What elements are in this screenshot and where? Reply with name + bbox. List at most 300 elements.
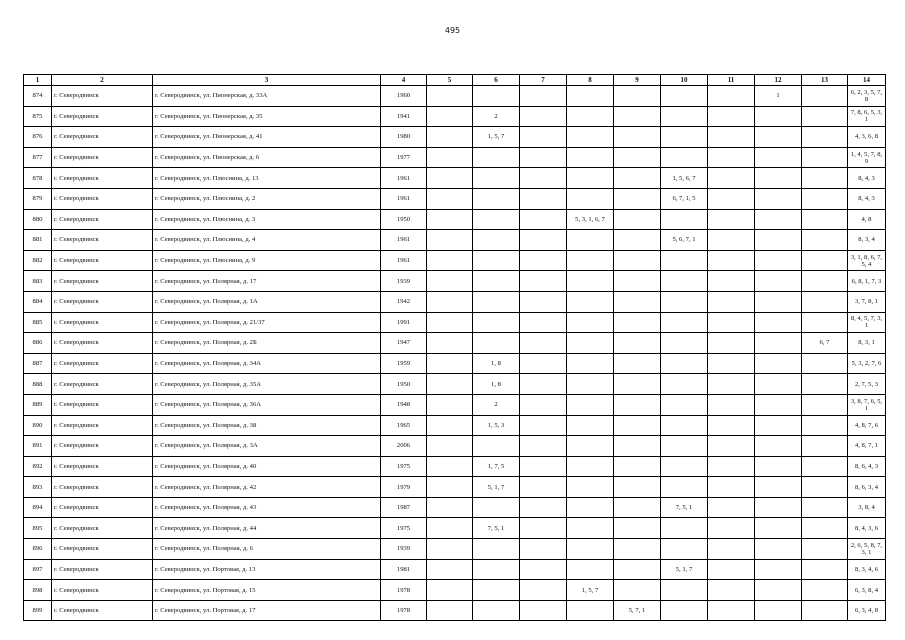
column-header: 12 xyxy=(755,75,802,86)
table-cell: г. Северодвинск, ул. Полярная, д. 21/37 xyxy=(153,312,381,333)
table-cell: г. Северодвинск xyxy=(52,271,153,292)
table-cell xyxy=(614,477,661,498)
table-cell xyxy=(427,333,473,354)
table-cell xyxy=(661,580,708,601)
table-cell: г. Северодвинск, ул. Плюснина, д. 9 xyxy=(153,250,381,271)
table-cell: 899 xyxy=(24,600,52,621)
table-cell xyxy=(614,580,661,601)
column-header: 4 xyxy=(381,75,427,86)
table-cell xyxy=(520,477,567,498)
table-cell xyxy=(755,436,802,457)
table-row xyxy=(24,477,886,498)
table-cell xyxy=(567,600,614,621)
table-cell xyxy=(567,86,614,107)
table-cell xyxy=(708,477,755,498)
table-cell xyxy=(802,600,848,621)
table-row xyxy=(24,580,886,601)
table-cell: 875 xyxy=(24,106,52,127)
table-cell: 6, 7, 1, 5 xyxy=(661,188,708,209)
table-cell: 7, 8, 6, 5, 3, 1 xyxy=(848,106,886,127)
table-cell xyxy=(427,559,473,580)
table-cell: г. Северодвинск xyxy=(52,580,153,601)
table-cell: 8, 4, 3 xyxy=(848,168,886,189)
table-cell: г. Северодвинск, ул. Полярная, д. 43 xyxy=(153,497,381,518)
table-cell: г. Северодвинск, ул. Полярная, д. 35А xyxy=(153,374,381,395)
table-cell: г. Северодвинск, ул. Плюснина, д. 13 xyxy=(153,168,381,189)
column-header: 9 xyxy=(614,75,661,86)
table-cell: 1961 xyxy=(381,168,427,189)
table-cell: 1961 xyxy=(381,230,427,251)
table-cell: 6, 8, 1, 7, 3 xyxy=(848,271,886,292)
table-cell xyxy=(520,333,567,354)
table-cell: 891 xyxy=(24,436,52,457)
table-cell xyxy=(614,374,661,395)
table-cell xyxy=(802,188,848,209)
table-cell xyxy=(520,497,567,518)
table-cell: г. Северодвинск, ул. Портовая, д. 13 xyxy=(153,559,381,580)
column-header: 3 xyxy=(153,75,381,86)
table-cell xyxy=(520,539,567,560)
table-cell xyxy=(708,436,755,457)
table-cell: 1, 8 xyxy=(473,374,520,395)
table-cell xyxy=(802,559,848,580)
table-cell: 5, 3, 2, 7, 6 xyxy=(848,353,886,374)
table-cell: 1960 xyxy=(381,86,427,107)
table-cell xyxy=(802,580,848,601)
table-cell: г. Северодвинск xyxy=(52,230,153,251)
table-cell xyxy=(473,168,520,189)
table-cell xyxy=(520,127,567,148)
table-cell xyxy=(427,436,473,457)
table-header-row xyxy=(24,75,886,86)
table-cell xyxy=(708,518,755,539)
table-cell xyxy=(708,312,755,333)
table-row xyxy=(24,353,886,374)
table-cell xyxy=(473,559,520,580)
table-cell: г. Северодвинск, ул. Пионерская, д. 35 xyxy=(153,106,381,127)
table-cell: г. Северодвинск, ул. Портовая, д. 17 xyxy=(153,600,381,621)
table-cell xyxy=(708,333,755,354)
table-cell xyxy=(427,188,473,209)
table-cell xyxy=(708,497,755,518)
table-cell: 1948 xyxy=(381,394,427,415)
table-cell: г. Северодвинск xyxy=(52,188,153,209)
table-cell: 1950 xyxy=(381,374,427,395)
table-cell: 1977 xyxy=(381,147,427,168)
table-cell xyxy=(802,436,848,457)
column-header: 1 xyxy=(24,75,52,86)
table-row xyxy=(24,497,886,518)
table-cell xyxy=(614,518,661,539)
table-cell xyxy=(755,580,802,601)
table-cell: г. Северодвинск xyxy=(52,209,153,230)
table-cell xyxy=(802,312,848,333)
table-cell xyxy=(755,353,802,374)
table-cell: 2 xyxy=(473,106,520,127)
table-cell xyxy=(755,518,802,539)
table-cell: 8, 6, 3, 4 xyxy=(848,477,886,498)
table-cell xyxy=(520,394,567,415)
table-cell xyxy=(802,497,848,518)
column-header: 5 xyxy=(427,75,473,86)
table-cell xyxy=(661,86,708,107)
table-cell: г. Северодвинск xyxy=(52,559,153,580)
table-cell: г. Северодвинск, ул. Полярная, д. 34А xyxy=(153,353,381,374)
table-cell: 8, 4, 3 xyxy=(848,188,886,209)
table-cell: 1961 xyxy=(381,250,427,271)
table-cell xyxy=(427,250,473,271)
table-row xyxy=(24,539,886,560)
table-cell xyxy=(802,394,848,415)
table-cell xyxy=(567,147,614,168)
table-cell xyxy=(567,312,614,333)
table-cell: г. Северодвинск, ул. Полярная, д. 2Б xyxy=(153,333,381,354)
table-cell xyxy=(802,106,848,127)
table-cell xyxy=(708,86,755,107)
table-row xyxy=(24,188,886,209)
table-cell: г. Северодвинск xyxy=(52,250,153,271)
table-cell xyxy=(520,580,567,601)
table-cell: 1987 xyxy=(381,497,427,518)
table-cell: 885 xyxy=(24,312,52,333)
table-cell xyxy=(567,106,614,127)
table-cell xyxy=(473,333,520,354)
table-cell xyxy=(661,209,708,230)
table-cell: 890 xyxy=(24,415,52,436)
table-cell xyxy=(567,168,614,189)
table-cell xyxy=(755,374,802,395)
table-cell: 4, 8 xyxy=(848,209,886,230)
table-cell xyxy=(520,147,567,168)
table-cell xyxy=(755,415,802,436)
table-cell xyxy=(661,456,708,477)
table-cell xyxy=(520,312,567,333)
table-cell xyxy=(661,127,708,148)
page-number: 495 xyxy=(444,26,461,35)
table-cell xyxy=(708,394,755,415)
table-cell: г. Северодвинск xyxy=(52,497,153,518)
table-cell: г. Северодвинск, ул. Полярная, д. 3А xyxy=(153,436,381,457)
table-cell xyxy=(520,250,567,271)
table-cell: 1978 xyxy=(381,580,427,601)
column-header: 7 xyxy=(520,75,567,86)
table-row xyxy=(24,600,886,621)
table-cell: 8, 3, 1 xyxy=(848,333,886,354)
table-cell: 5, 7, 1 xyxy=(614,600,661,621)
table-cell xyxy=(614,188,661,209)
table-cell xyxy=(567,333,614,354)
table-cell: г. Северодвинск, ул. Плюснина, д. 3 xyxy=(153,209,381,230)
table-cell: 3, 1, 8, 6, 7, 5, 4 xyxy=(848,250,886,271)
table-cell xyxy=(802,209,848,230)
table-cell xyxy=(755,312,802,333)
table-cell xyxy=(614,436,661,457)
table-cell: 5, 1, 7 xyxy=(661,559,708,580)
table-cell xyxy=(802,477,848,498)
table-cell: г. Северодвинск xyxy=(52,394,153,415)
table-cell: 1, 5, 3 xyxy=(473,415,520,436)
table-cell xyxy=(567,353,614,374)
table-cell: г. Северодвинск, ул. Полярная, д. 42 xyxy=(153,477,381,498)
table-cell: 1, 4, 5, 7, 8, 9 xyxy=(848,147,886,168)
table-cell xyxy=(520,436,567,457)
table-cell xyxy=(473,209,520,230)
table-cell xyxy=(708,580,755,601)
table-cell: 880 xyxy=(24,209,52,230)
table-cell: 888 xyxy=(24,374,52,395)
table-cell xyxy=(614,559,661,580)
table-cell: 8, 3, 4 xyxy=(848,230,886,251)
table-cell xyxy=(427,291,473,312)
table-cell xyxy=(708,147,755,168)
table-cell: г. Северодвинск xyxy=(52,168,153,189)
table-cell xyxy=(802,456,848,477)
table-cell xyxy=(708,374,755,395)
table-cell: 1, 8 xyxy=(473,353,520,374)
table-cell: г. Северодвинск, ул. Пионерская, д. 6 xyxy=(153,147,381,168)
register-table xyxy=(23,74,886,621)
table-cell xyxy=(755,271,802,292)
table-cell xyxy=(520,209,567,230)
table-cell xyxy=(802,415,848,436)
table-cell xyxy=(473,580,520,601)
table-cell xyxy=(802,147,848,168)
table-cell: 1939 xyxy=(381,539,427,560)
table-cell: 1991 xyxy=(381,312,427,333)
table-cell xyxy=(520,291,567,312)
table-cell xyxy=(802,127,848,148)
table-cell xyxy=(755,291,802,312)
table-cell: 882 xyxy=(24,250,52,271)
table-cell xyxy=(427,415,473,436)
column-header: 11 xyxy=(708,75,755,86)
table-cell xyxy=(661,353,708,374)
table-cell xyxy=(427,230,473,251)
table-cell xyxy=(802,539,848,560)
table-row xyxy=(24,312,886,333)
table-cell: г. Северодвинск, ул. Пионерская, д. 41 xyxy=(153,127,381,148)
table-cell: 878 xyxy=(24,168,52,189)
table-cell xyxy=(614,497,661,518)
table-cell: 3, 8, 7, 6, 5, 1 xyxy=(848,394,886,415)
table-cell xyxy=(567,127,614,148)
table-cell xyxy=(755,106,802,127)
table-cell xyxy=(661,250,708,271)
table-cell xyxy=(755,456,802,477)
table-cell: 874 xyxy=(24,86,52,107)
table-cell xyxy=(802,86,848,107)
table-cell: г. Северодвинск xyxy=(52,600,153,621)
table-cell xyxy=(427,86,473,107)
table-cell xyxy=(708,209,755,230)
table-cell: 7, 5, 1 xyxy=(473,518,520,539)
table-cell xyxy=(427,168,473,189)
table-cell xyxy=(614,333,661,354)
table-row xyxy=(24,230,886,251)
table-cell xyxy=(520,106,567,127)
table-cell: 876 xyxy=(24,127,52,148)
table-cell: г. Северодвинск, ул. Плюснина, д. 4 xyxy=(153,230,381,251)
table-cell xyxy=(427,539,473,560)
table-cell: 894 xyxy=(24,497,52,518)
table-cell xyxy=(427,271,473,292)
table-cell xyxy=(427,518,473,539)
column-header: 13 xyxy=(802,75,848,86)
table-cell: г. Северодвинск, ул. Полярная, д. 6 xyxy=(153,539,381,560)
table-cell xyxy=(520,559,567,580)
table-cell xyxy=(473,230,520,251)
table-cell: г. Северодвинск xyxy=(52,539,153,560)
table-row xyxy=(24,436,886,457)
table-cell: 8, 6, 4, 3 xyxy=(848,456,886,477)
table-cell xyxy=(708,168,755,189)
table-cell: г. Северодвинск xyxy=(52,291,153,312)
table-cell xyxy=(755,209,802,230)
table-cell: 7, 5, 1 xyxy=(661,497,708,518)
table-cell: 893 xyxy=(24,477,52,498)
table-cell: 1 xyxy=(755,86,802,107)
table-cell: 6, 2, 3, 5, 7, 8 xyxy=(848,86,886,107)
table-cell: 1961 xyxy=(381,188,427,209)
table-cell xyxy=(520,86,567,107)
table-cell: 877 xyxy=(24,147,52,168)
table-cell xyxy=(427,147,473,168)
table-row xyxy=(24,518,886,539)
table-cell xyxy=(661,291,708,312)
table-cell: г. Северодвинск, ул. Полярная, д. 38 xyxy=(153,415,381,436)
table-cell xyxy=(520,230,567,251)
table-cell xyxy=(614,250,661,271)
table-cell xyxy=(473,497,520,518)
table-row xyxy=(24,456,886,477)
table-cell: 1965 xyxy=(381,415,427,436)
table-cell: 898 xyxy=(24,580,52,601)
table-cell xyxy=(614,539,661,560)
table-cell: 1, 5, 7 xyxy=(567,580,614,601)
table-row xyxy=(24,209,886,230)
table-cell xyxy=(755,539,802,560)
table-cell xyxy=(520,271,567,292)
column-header: 6 xyxy=(473,75,520,86)
table-cell xyxy=(567,456,614,477)
table-cell xyxy=(473,86,520,107)
table-cell xyxy=(708,559,755,580)
table-cell xyxy=(614,415,661,436)
table-cell: 6, 7 xyxy=(802,333,848,354)
table-cell: г. Северодвинск, ул. Полярная, д. 44 xyxy=(153,518,381,539)
table-cell xyxy=(567,271,614,292)
table-cell xyxy=(661,518,708,539)
table-cell: 6, 3, 4, 8 xyxy=(848,600,886,621)
table-cell xyxy=(661,106,708,127)
table-cell xyxy=(520,518,567,539)
table-cell xyxy=(708,291,755,312)
table-cell xyxy=(708,230,755,251)
table-cell: г. Северодвинск xyxy=(52,456,153,477)
table-row xyxy=(24,333,886,354)
table-cell xyxy=(473,312,520,333)
table-cell: 4, 8, 7, 1 xyxy=(848,436,886,457)
table-cell xyxy=(614,147,661,168)
table-cell xyxy=(802,291,848,312)
table-cell: г. Северодвинск, ул. Портовая, д. 15 xyxy=(153,580,381,601)
table-cell xyxy=(755,127,802,148)
table-cell xyxy=(567,436,614,457)
table-cell: г. Северодвинск, ул. Полярная, д. 40 xyxy=(153,456,381,477)
table-cell: г. Северодвинск xyxy=(52,415,153,436)
table-cell xyxy=(427,209,473,230)
table-cell: г. Северодвинск xyxy=(52,127,153,148)
table-cell: 1941 xyxy=(381,106,427,127)
table-cell xyxy=(755,188,802,209)
table-cell: 1939 xyxy=(381,271,427,292)
table-cell xyxy=(661,312,708,333)
table-cell: г. Северодвинск xyxy=(52,518,153,539)
table-row xyxy=(24,559,886,580)
table-cell: 887 xyxy=(24,353,52,374)
table-body xyxy=(24,86,886,621)
table-cell xyxy=(802,250,848,271)
table-cell xyxy=(661,539,708,560)
table-cell xyxy=(520,188,567,209)
table-cell xyxy=(427,127,473,148)
table-cell xyxy=(427,353,473,374)
table-cell: 881 xyxy=(24,230,52,251)
table-cell xyxy=(755,168,802,189)
table-cell xyxy=(520,353,567,374)
table-cell xyxy=(473,539,520,560)
table-cell: г. Северодвинск, ул. Полярная, д. 1А xyxy=(153,291,381,312)
table-cell: г. Северодвинск xyxy=(52,106,153,127)
table-cell xyxy=(427,600,473,621)
table-cell xyxy=(708,600,755,621)
table-cell xyxy=(567,230,614,251)
table-cell xyxy=(802,230,848,251)
table-cell xyxy=(755,559,802,580)
table-cell xyxy=(661,374,708,395)
table-cell xyxy=(427,497,473,518)
table-cell: 1980 xyxy=(381,127,427,148)
table-cell: 1, 5, 6, 7 xyxy=(661,168,708,189)
table-cell xyxy=(567,477,614,498)
table-cell: 1947 xyxy=(381,333,427,354)
table-cell xyxy=(802,271,848,292)
table-cell: г. Северодвинск, ул. Полярная, д. 36А xyxy=(153,394,381,415)
table-cell xyxy=(614,353,661,374)
table-cell xyxy=(473,147,520,168)
table-row xyxy=(24,127,886,148)
table-cell xyxy=(614,456,661,477)
table-cell: 1975 xyxy=(381,518,427,539)
table-cell: 2006 xyxy=(381,436,427,457)
table-cell xyxy=(661,600,708,621)
table-cell xyxy=(802,353,848,374)
table-cell: 1978 xyxy=(381,600,427,621)
table-cell: 895 xyxy=(24,518,52,539)
table-row xyxy=(24,291,886,312)
table-row xyxy=(24,250,886,271)
table-cell xyxy=(755,250,802,271)
table-cell xyxy=(567,250,614,271)
table-cell xyxy=(520,600,567,621)
table-cell: 2 xyxy=(473,394,520,415)
table-cell xyxy=(802,168,848,189)
table-cell: 6, 3, 8, 4 xyxy=(848,580,886,601)
table-cell: 883 xyxy=(24,271,52,292)
table-cell xyxy=(661,394,708,415)
table-cell xyxy=(755,497,802,518)
table-cell xyxy=(567,497,614,518)
